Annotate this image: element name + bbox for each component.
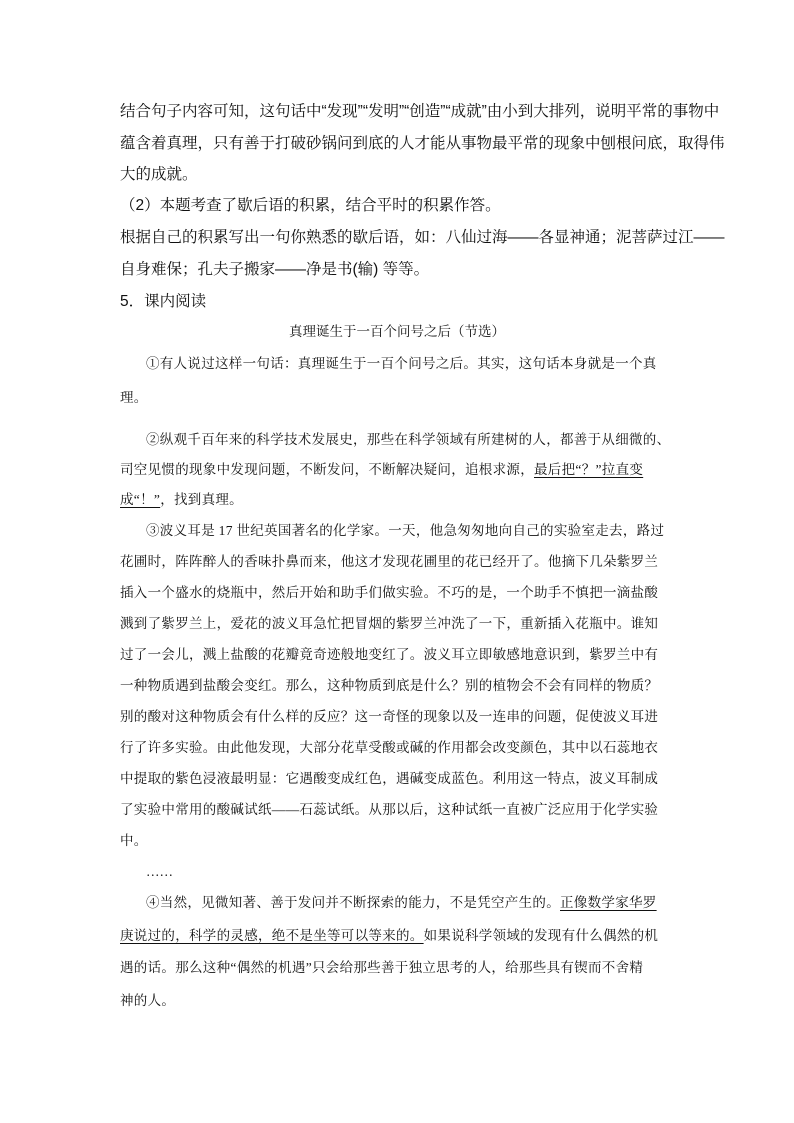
answer-line-1: 结合句子内容可知，这句话中“发现”“发明”“创造”“成就”由小到大排列，说明平常的事物中 (120, 103, 720, 120)
paragraph-3-line-1: ③波义耳是 17 世纪英国著名的化学家。一天，他急匆匆地向自己的实验室走去，路过 (146, 523, 665, 538)
paragraph-2-line-1: ②纵观千百年来的科学技术发展史，那些在科学领域有所建树的人，都善于从细微的、 (146, 432, 671, 447)
paragraph-2-text-end: ，找到真理。 (160, 492, 243, 507)
answer-line-2: 蕴含着真理，只有善于打破砂锅问到底的人才能从事物最平常的现象中刨根问底，取得伟 (120, 135, 725, 152)
paragraph-2-line-2 (120, 460, 643, 480)
paragraph-3-line-2: 花圃时，阵阵醉人的香味扑鼻而来，他这才发现花圃里的花已经开了。他摘下几朵紫罗兰 (120, 554, 659, 569)
answer-line-3: 大的成就。 (120, 166, 198, 183)
paragraph-3-line-6: 一种物质遇到盐酸会变红。那么，这种物质到底是什么？别的植物会不会有同样的物质？ (120, 678, 659, 693)
paragraph-1-line-1: ①有人说过这样一句话：真理诞生于一百个问号之后。其实，这句话本身就是一个真 (146, 356, 657, 371)
paragraph-4-text-continued: 如果说科学领域的发现有什么偶然的机 (423, 928, 659, 943)
omission-ellipsis: …… (146, 864, 173, 879)
paragraph-3-line-7: 别的酸对这种物质会有什么样的反应？这一奇怪的现象以及一连串的问题，促使波义耳进 (120, 709, 659, 724)
answer-line-6: 自身难保；孔夫子搬家——净是书(输) 等等。 (120, 261, 430, 278)
paragraph-3-line-10: 了实验中常用的酸碱试纸——石蕊试纸。从那以后，这种试纸一直被广泛应用于化学实验 (120, 802, 659, 817)
passage-title: 真理诞生于一百个问号之后（节选） (289, 324, 505, 339)
paragraph-3-line-9: 中提取的紫色浸液最明显：它遇酸变成红色，遇碱变成蓝色。利用这一特点，波义耳制成 (120, 771, 659, 786)
underlined-sentence-part-1: 最后把“？”拉直变 (534, 462, 644, 477)
underlined-quote-part-1: 正像数学家华罗 (560, 895, 657, 910)
paragraph-3-line-5: 过了一会儿，溅上盐酸的花瓣竟奇迹般地变红了。波义耳立即敏感地意识到，紫罗兰中有 (120, 647, 659, 662)
paragraph-2-text: 司空见惯的现象中发现问题，不断发问，不断解决疑问，追根求源， (120, 462, 534, 477)
paragraph-3-line-11: 中。 (120, 833, 148, 848)
paragraph-4-line-1 (146, 893, 657, 913)
paragraph-4-text: ④当然，见微知著、善于发问并不断探索的能力，不是凭空产生的。 (146, 895, 560, 910)
paragraph-2-line-3 (120, 490, 243, 510)
answer-line-4: （2）本题考查了歇后语的积累，结合平时的积累作答。 (120, 197, 501, 214)
underlined-sentence-part-2: 成“！” (120, 492, 161, 507)
question-heading: 5．课内阅读 (120, 293, 207, 310)
answer-line-5: 根据自己的积累写出一句你熟悉的歇后语，如：八仙过海——各显神通；泥菩萨过江—— (120, 229, 725, 246)
paragraph-4-line-4: 神的人。 (120, 993, 176, 1008)
paragraph-3-line-8: 行了许多实验。由此他发现，大部分花草受酸或碱的作用都会改变颜色，其中以石蕊地衣 (120, 740, 659, 755)
paragraph-1-line-2: 理。 (120, 390, 148, 405)
underlined-quote-part-2: 庚说过的，科学的灵感，绝不是坐等可以等来的。 (120, 928, 424, 943)
paragraph-4-line-2 (120, 926, 658, 946)
paragraph-4-line-3: 遇的话。那么这种“偶然的机遇”只会给那些善于独立思考的人，给那些具有锲而不舍精 (120, 960, 644, 975)
paragraph-3-line-3: 插入一个盛水的烧瓶中，然后开始和助手们做实验。不巧的是，一个助手不慎把一滴盐酸 (120, 585, 659, 600)
paragraph-3-line-4: 溅到了紫罗兰上，爱花的波义耳急忙把冒烟的紫罗兰冲洗了一下，重新插入花瓶中。谁知 (120, 616, 659, 631)
